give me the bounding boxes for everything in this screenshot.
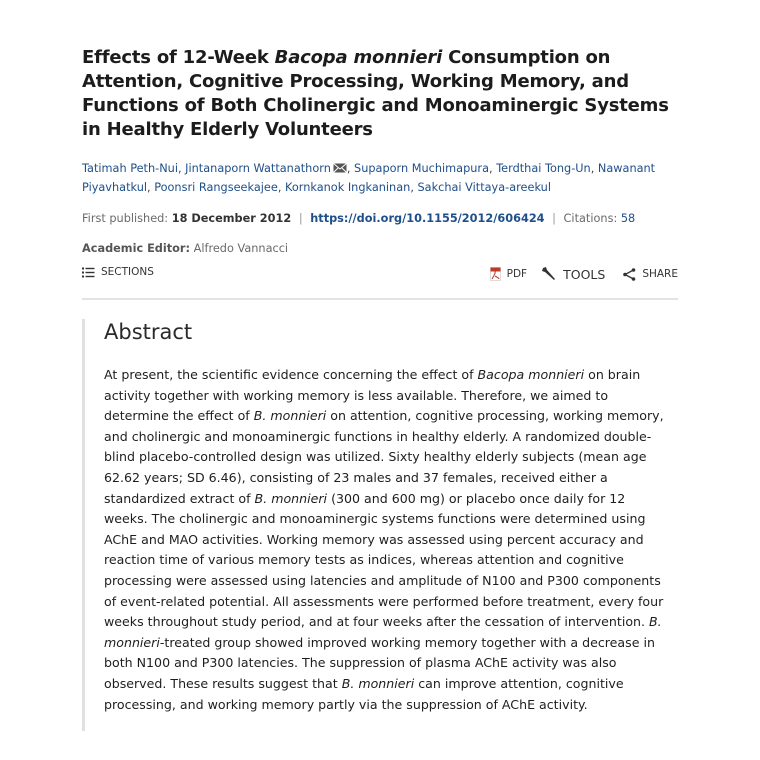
- share-button[interactable]: [623, 268, 678, 281]
- wrench-icon: [541, 266, 557, 282]
- author-separator: ,: [346, 162, 355, 175]
- abstract-run: -treated group showed improved working memory together with a decrease in both N100 and P300 latencies. The suppression of plasma AChE activity was also observed. These results suggest that: [104, 634, 655, 691]
- doi-link[interactable]: https://doi.org/10.1155/2012/606424: [310, 212, 545, 225]
- title-run: Consumption on Attention, Cognitive Processing, Working Memory, and Functions of Both Cholinergic and Monoaminergic Systems in Healthy Elderly Volunteers: [82, 47, 669, 140]
- publication-info: [82, 211, 678, 227]
- abstract-italic-run: B. monnieri: [104, 614, 662, 650]
- author-link[interactable]: Supaporn Muchimapura: [354, 162, 489, 175]
- author-list: [82, 159, 678, 197]
- email-icon[interactable]: [333, 163, 347, 173]
- author-link[interactable]: Poonsri Rangseekajee: [154, 181, 278, 194]
- author-separator: ,: [489, 162, 497, 175]
- first-published-label: First published:: [82, 212, 169, 225]
- separator: |: [552, 212, 556, 225]
- author-link[interactable]: Tatimah Peth-Nui: [82, 162, 178, 175]
- academic-editor: [82, 242, 678, 255]
- share-label: SHARE: [642, 268, 678, 280]
- author-link[interactable]: Kornkanok Ingkaninan: [285, 181, 411, 194]
- tools-label: TOOLS: [563, 266, 606, 282]
- citations-count-link[interactable]: 58: [620, 212, 636, 225]
- title-italic-run: Bacopa monnieri: [274, 47, 443, 68]
- author-separator: ,: [147, 181, 155, 194]
- article-header: [82, 46, 678, 255]
- pdf-label: PDF: [506, 268, 528, 280]
- abstract-run: (300 and 600 mg) or placebo once daily for 12 weeks. The cholinergic and monoaminergic systems functions were determined using AChE and MAO activities. Working memory was assessed using percent accuracy and reaction time of various memory tests as indices, whereas attention and cognitive processing were assessed using latencies and amplitude of N100 and P300 components of event-related potential. All assessments were performed before treatment, every four weeks throughout study period, and at four weeks after the cessation of intervention.: [104, 490, 664, 630]
- author-link[interactable]: Nawanant Piyavhatkul: [82, 162, 656, 194]
- list-icon: [82, 267, 95, 278]
- author-separator: ,: [177, 162, 186, 175]
- sections-button[interactable]: [82, 266, 154, 278]
- author-separator: ,: [590, 162, 598, 175]
- article-title: [82, 46, 678, 142]
- pdf-button[interactable]: [490, 267, 527, 281]
- abstract-run: on attention, cognitive processing, working memory, and cholinergic and monoaminergic functions in healthy elderly. A randomized double-blind placebo-controlled design was utilized. Sixty healthy elderly subjects (mean age 62.62 years; SD 6.46), consisting of 23 males and 37 females, received either a standardized extract of: [104, 408, 664, 506]
- abstract-section: [82, 319, 681, 731]
- abstract-italic-run: B. monnieri: [253, 408, 327, 424]
- article-toolbar: [82, 266, 678, 286]
- sections-label: SECTIONS: [101, 266, 154, 278]
- pdf-icon: [490, 267, 501, 281]
- toolbar-divider: [82, 298, 678, 300]
- first-published-date: 18 December 2012: [171, 212, 292, 225]
- author-separator: ,: [410, 181, 418, 194]
- abstract-italic-run: B. monnieri: [341, 675, 415, 691]
- citations-label: Citations:: [563, 212, 618, 225]
- author-link[interactable]: Sakchai Vittaya-areekul: [417, 181, 551, 194]
- abstract-run: At present, the scientific evidence concerning the effect of: [104, 367, 478, 382]
- author-link[interactable]: Jintanaporn Wattanathorn: [185, 162, 331, 175]
- abstract-run: can improve attention, cognitive processing, and working memory partly via the suppression of AChE activity.: [104, 675, 624, 712]
- abstract-italic-run: Bacopa monnieri: [477, 367, 585, 382]
- abstract-run: on brain activity together with working memory is less available. Therefore, we aimed to determine the effect of: [104, 367, 641, 424]
- academic-editor-name: Alfredo Vannacci: [193, 242, 289, 255]
- author-link[interactable]: Terdthai Tong-Un: [496, 162, 591, 175]
- abstract-italic-run: B. monnieri: [254, 490, 328, 506]
- academic-editor-label: Academic Editor:: [82, 242, 191, 255]
- abstract-heading: Abstract: [104, 320, 193, 344]
- separator: |: [298, 212, 303, 225]
- tools-button[interactable]: [541, 266, 605, 282]
- share-icon: [623, 268, 636, 281]
- author-separator: ,: [277, 181, 285, 194]
- title-run: Effects of 12-Week: [82, 47, 275, 68]
- abstract-body: [104, 365, 670, 715]
